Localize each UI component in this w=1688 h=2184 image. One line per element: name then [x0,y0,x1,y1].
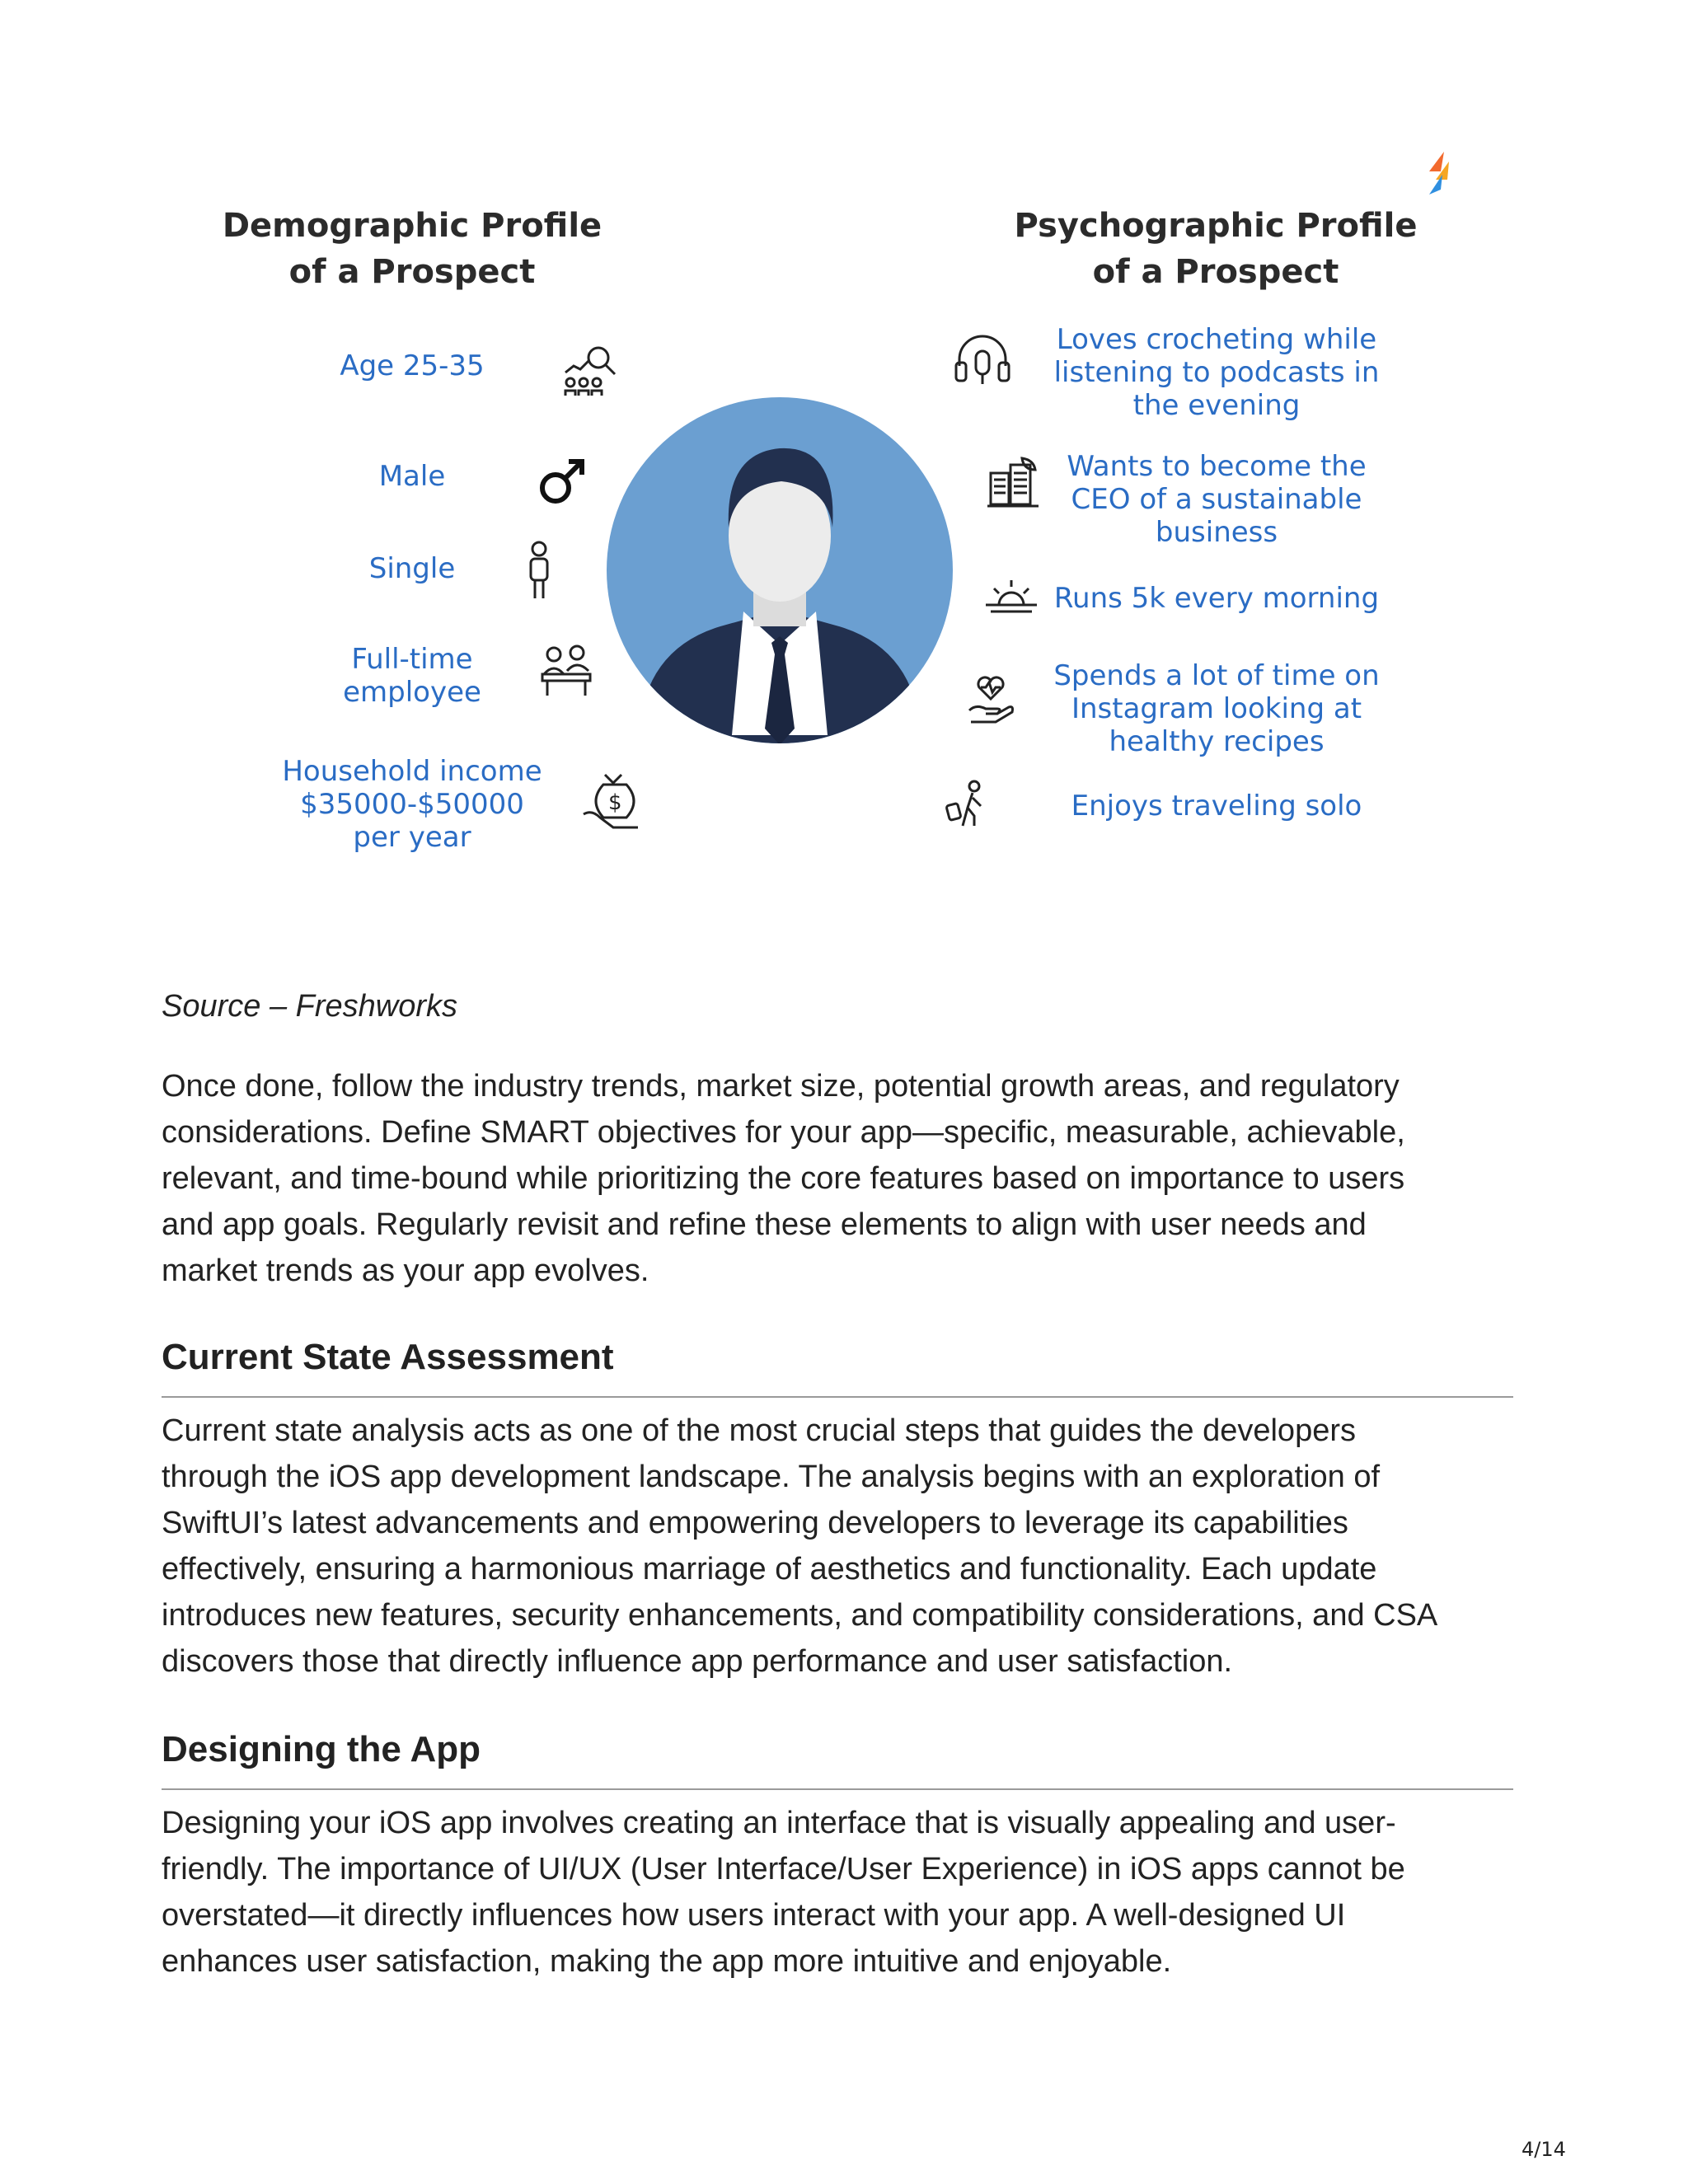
demographic-item-income: Household income $35000-$50000 per year [282,755,542,854]
single-person-icon [524,541,554,600]
money-bag-hand-icon [580,766,645,832]
paragraph-current-state: Current state analysis acts as one of the most crucial steps that guides the developers through the iOS app development landscape. The analysis begins with an exploration of SwiftUI’s latest advancements and empowering developers to leverage its capabilities effectively, ensuring a harmonious marriage of aesthetics and functionality. Each update introduces new features, security enhancements, and compatibility considerations, and CSA discovers those that directly influence app performance and user satisfaction. [162,1413,1438,1679]
paragraph-objectives: Once done, follow the industry trends, market size, potential growth areas, and regulatory considerations. Define SMART objectives for your app—specific, measurable, achievable, relevant, and time-bound while prioritizing the core features based on importance to users and app goals. Regularly revisit and refine these elements to align with user needs and market trends as your app evolves. [162,1069,1405,1288]
traveler-icon [945,780,989,827]
page-number: 4/14 [1522,2138,1566,2161]
paragraph-designing: Designing your iOS app involves creating an interface that is visually appealing and user- friendly. The importance of UI/UX (User Interface/User Experience) in iOS apps cannot be overstated—it directly influences how users interact with your app. A well-designed UI enhances user satisfaction, making the app more intuitive and enjoyable. [162,1806,1405,1979]
psychographic-item-travel: Enjoys traveling solo [1071,790,1362,823]
brand-logo [1421,150,1462,199]
demographic-item-gender: Male [378,460,446,493]
headphones-mic-icon [953,333,1012,391]
svg-text:$: $ [608,790,622,815]
psychographic-item-goal: Wants to become the CEO of a sustainable business [1067,450,1367,549]
image-source-caption: Source – Freshworks [162,989,458,1024]
section-heading-current-state: Current State Assessment [162,1337,614,1377]
male-symbol-icon [536,455,588,508]
employees-icon [539,643,593,697]
demographic-item-status: Single [368,552,456,585]
businessman-avatar [605,396,954,745]
psychographic-item-habit: Runs 5k every morning [1053,582,1380,615]
age-group-icon [560,340,620,397]
psychographic-item-hobby: Loves crocheting while listening to podcasts in the evening [1053,323,1380,422]
psychographic-title: Psychographic Profile of a Prospect [1014,207,1418,291]
demographic-item-employment: Full-time employee [343,643,481,709]
section-heading-designing: Designing the App [162,1729,481,1769]
section-divider [162,1396,1513,1398]
psychographic-item-interest: Spends a lot of time on Instagram looking at healthy recipes [1053,659,1380,758]
section-divider [162,1788,1513,1790]
demographic-title: Demographic Profile of a Prospect [222,207,603,291]
health-hand-icon [966,674,1015,724]
demographic-item-age: Age 25-35 [340,349,485,382]
